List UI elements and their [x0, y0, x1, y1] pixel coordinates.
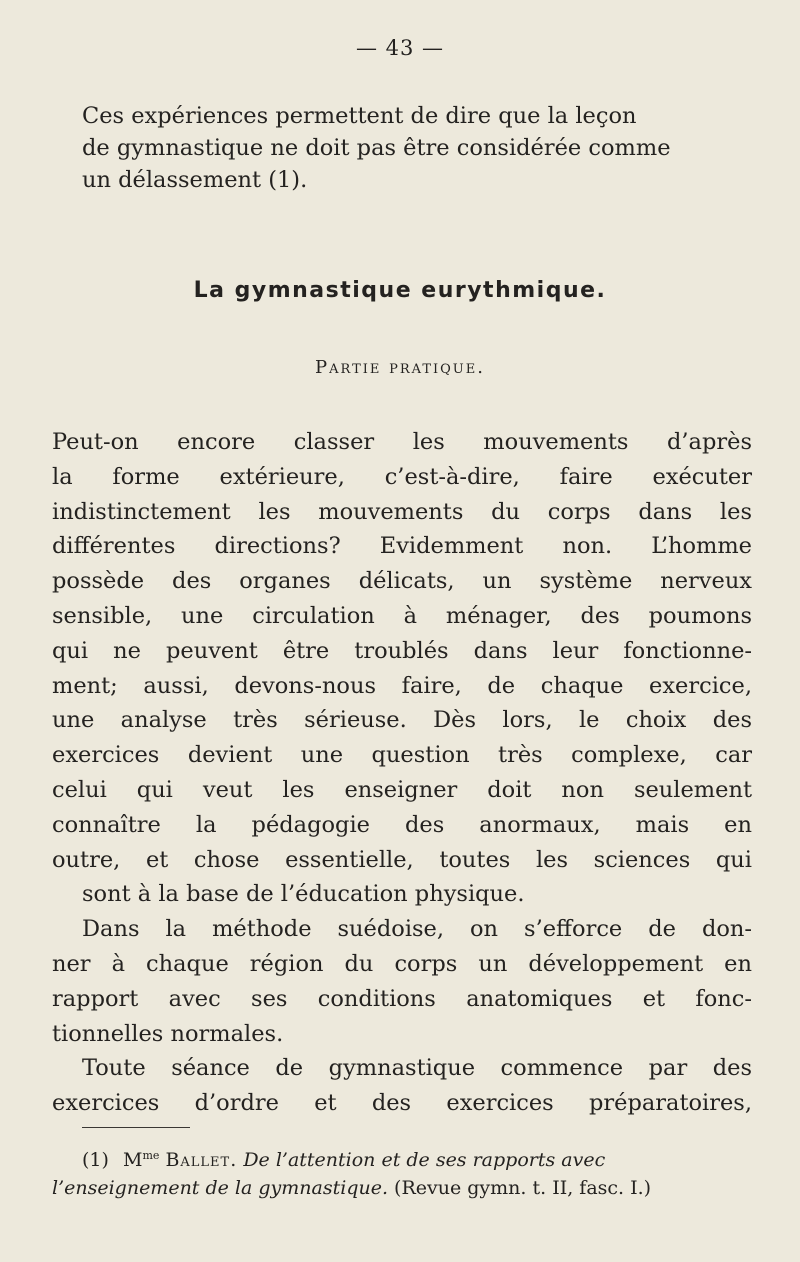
- body-line: possède des organes délicats, un système nerveux: [52, 568, 752, 595]
- intro-line: Ces expériences permettent de dire que la leçon: [82, 103, 637, 129]
- body-line: exercices devient une question très complexe, car: [52, 742, 752, 769]
- section-subtitle: Partie pratique.: [315, 357, 485, 378]
- body-line: une analyse très sérieuse. Dès lors, le choix des: [52, 707, 752, 734]
- body-text: [52, 425, 752, 1121]
- intro-paragraph: [82, 100, 722, 196]
- body-line: Peut-on encore classer les mouvements d’après: [52, 429, 752, 455]
- body-line: rapport avec ses conditions anatomiques et fonc-: [52, 985, 752, 1012]
- page-number: — 43 —: [355, 36, 445, 60]
- body-line: Toute séance de gymnastique commence par des: [82, 1055, 752, 1082]
- body-line: sont à la base de l’éducation physique.: [82, 881, 525, 908]
- body-line: outre, et chose essentielle, toutes les sciences qui: [52, 846, 752, 873]
- intro-line: de gymnastique ne doit pas être considérée comme: [82, 135, 671, 161]
- footnote-divider: [82, 1127, 190, 1128]
- footnote-source: (Revue gymn. t. II, fasc. I.): [394, 1177, 652, 1199]
- footnote-line: [52, 1174, 752, 1202]
- body-line: Dans la méthode suédoise, on s’efforce de don-: [82, 916, 752, 943]
- body-line: connaître la pédagogie des anormaux, mais en: [52, 811, 752, 838]
- footnote-line: [52, 1142, 752, 1174]
- intro-line: un délassement (1).: [82, 167, 308, 193]
- body-line: différentes directions? Evidemment non. L’homme: [52, 533, 752, 560]
- body-line: indistinctement les mouvements du corps dans les: [52, 498, 752, 525]
- footnote-title: [123, 1149, 159, 1171]
- section-title: La gymnastique eurythmique.: [193, 278, 607, 303]
- footnote: [52, 1142, 752, 1202]
- body-line: qui ne peuvent être troublés dans leur fonctionne-: [52, 637, 752, 664]
- body-line: sensible, une circulation à ménager, des poumons: [52, 602, 752, 629]
- body-line: tionnelles normales.: [52, 1020, 284, 1047]
- body-line: celui qui veut les enseigner doit non seulement: [52, 776, 752, 803]
- footnote-work-cont: l’enseignement de la gymnastique.: [52, 1177, 388, 1199]
- body-line: ment; aussi, devons-nous faire, de chaque exercice,: [52, 672, 752, 699]
- footnote-title-abbrev: M: [122, 1149, 143, 1171]
- body-line: ner à chaque région du corps un développement en: [52, 950, 752, 977]
- body-line: exercices d’ordre et des exercices préparatoires,: [52, 1090, 752, 1117]
- footnote-marker: (1): [82, 1149, 109, 1171]
- body-line: la forme extérieure, c’est-à-dire, faire exécuter: [52, 463, 752, 490]
- footnote-title-sup: me: [142, 1149, 160, 1162]
- footnote-author: Ballet.: [165, 1149, 238, 1171]
- footnote-work: De l’attention et de ses rapports avec: [243, 1149, 606, 1171]
